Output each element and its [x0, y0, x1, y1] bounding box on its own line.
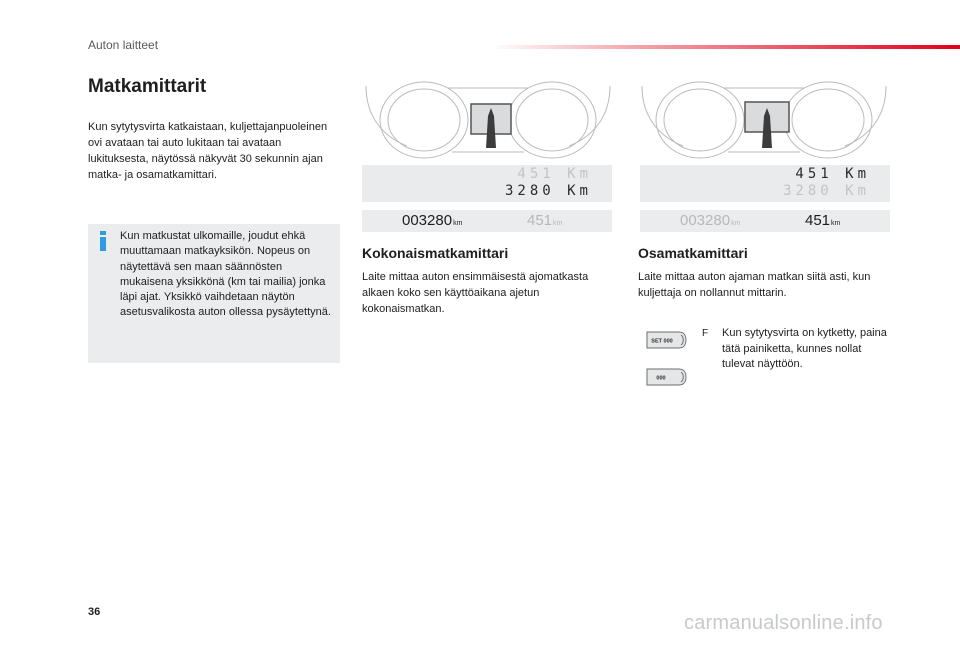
info-note-text: Kun matkustat ulkomaille, joudut ehkä muuttamaan matkayksikön. Nopeus on näytettävä sen maan säännösten mukaisena yksikkönä (km tai mailia) jonka läpi ajat. Yksikkö vaihdetaan näytön asetusvalikosta auton ollessa pysäytettynä. — [120, 230, 331, 319]
intro-paragraph: Kun sytytysvirta katkaistaan, kuljettajanpuoleinen ovi avataan tai auto lukitaan tai avataan lukituksesta, näytössä näkyvät 30 sekunnin ajan matka- ja osamatkamittari. — [88, 121, 328, 181]
lcd-display-total — [362, 165, 612, 202]
odometer-trip-reading: 451km — [527, 212, 563, 229]
odometer-total-reading: 003280km — [402, 212, 463, 229]
odometer-strip-trip — [640, 210, 890, 232]
odometer-total-reading: 003280km — [680, 212, 741, 229]
total-odometer-description: Laite mittaa auton ensimmäisestä ajomatkasta alkaen koko sen käyttöaikana ajetun kokonaismatkan. — [362, 271, 589, 315]
page-title: Matkamittarit — [88, 76, 207, 97]
zero-button-label: 000 — [656, 375, 666, 382]
page-number: 36 — [88, 606, 101, 618]
instrument-cluster-illustration-total — [362, 76, 614, 162]
trip-odometer-description: Laite mittaa auton ajaman matkan siitä asti, kun kuljettaja on nollannut mittarin. — [638, 271, 871, 299]
lcd-trip-readout: 451 Km — [795, 166, 870, 182]
odometer-strip-total — [362, 210, 612, 232]
trip-odometer-heading: Osamatkamittari — [638, 245, 748, 261]
odometer-trip-reading: 451km — [805, 212, 841, 229]
section-header: Auton laitteet — [88, 38, 159, 52]
set-reset-button-illustration — [645, 329, 687, 351]
info-note-box — [88, 224, 340, 363]
lcd-trip-readout: 451 Km — [517, 166, 592, 182]
lcd-total-readout: 3280 Km — [782, 183, 870, 199]
instrument-cluster-illustration-trip — [638, 76, 890, 162]
info-icon — [99, 231, 107, 251]
reset-instruction-text: Kun sytytysvirta on kytketty, paina tätä painiketta, kunnes nollat tulevat näyttöön. — [722, 327, 887, 370]
set-button-label: SET 000 — [651, 338, 673, 345]
header-rule — [490, 45, 960, 49]
reset-instruction — [702, 326, 892, 373]
zero-reset-button-illustration — [645, 366, 687, 388]
watermark-text: carmanualsonline.info — [684, 612, 883, 634]
total-odometer-heading: Kokonaismatkamittari — [362, 245, 509, 261]
bullet-marker-icon: F — [702, 328, 709, 339]
lcd-total-readout: 3280 Km — [504, 183, 592, 199]
lcd-display-trip — [640, 165, 890, 202]
